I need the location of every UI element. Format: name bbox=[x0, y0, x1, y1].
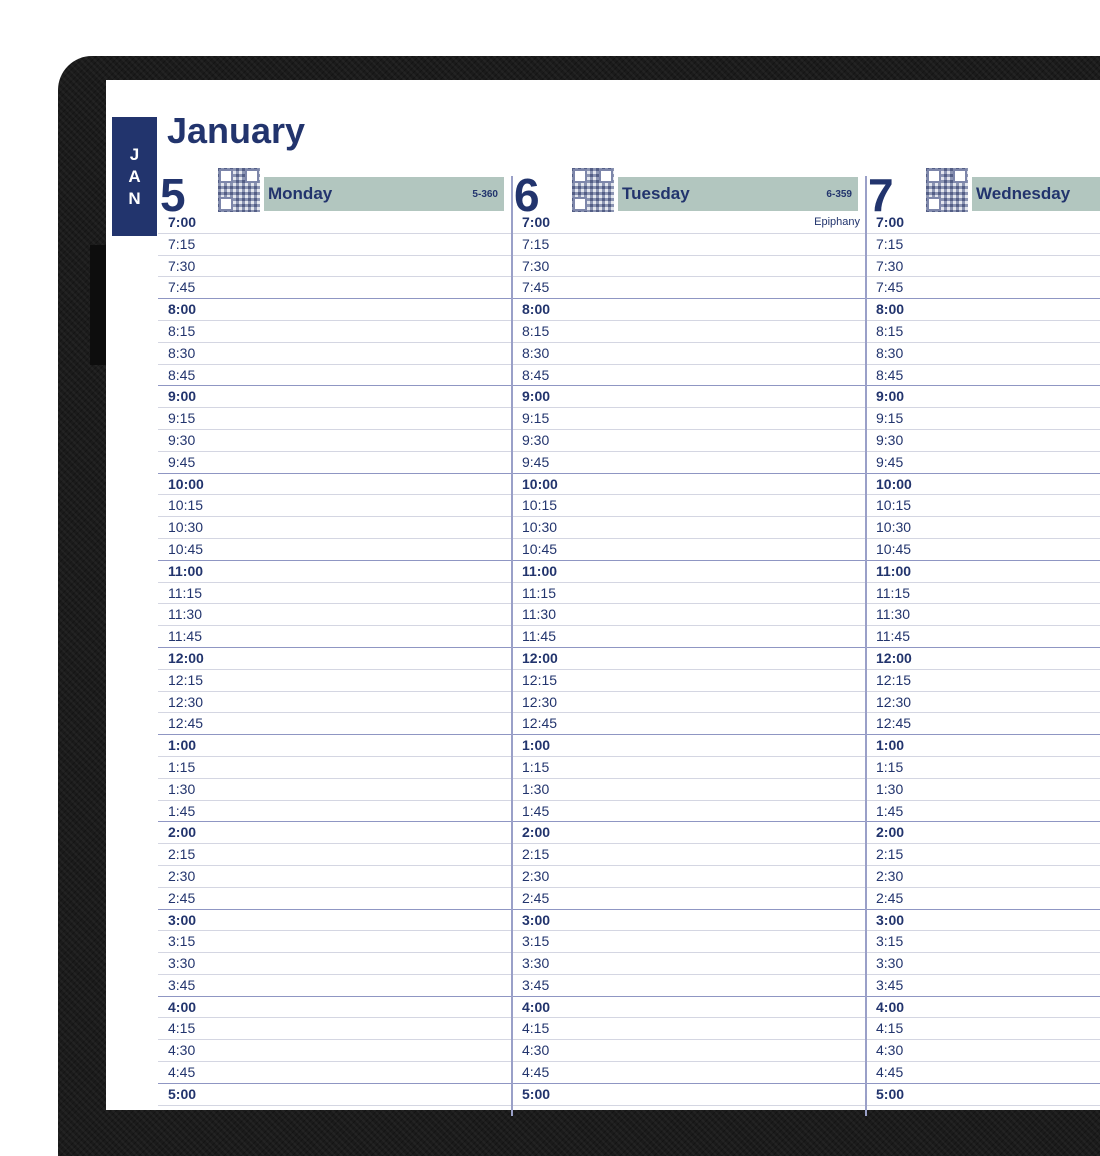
time-slot-row[interactable] bbox=[512, 692, 866, 714]
time-slot-label: 9:45 bbox=[522, 453, 550, 470]
time-slot-row[interactable] bbox=[866, 626, 1100, 648]
time-slot-row[interactable] bbox=[512, 713, 866, 735]
time-slot-row[interactable] bbox=[158, 975, 512, 997]
time-slot-row[interactable] bbox=[158, 495, 512, 517]
time-slot-row[interactable] bbox=[866, 997, 1100, 1019]
time-slot-label: 5:00 bbox=[168, 1085, 197, 1102]
time-slot-row[interactable] bbox=[512, 844, 866, 866]
time-slot-label: 2:15 bbox=[168, 846, 196, 863]
time-slot-label: 12:15 bbox=[876, 671, 912, 688]
day-name: Wednesday bbox=[976, 184, 1071, 203]
time-slot-row[interactable] bbox=[158, 910, 512, 932]
holiday-label: Epiphany bbox=[814, 216, 860, 228]
time-slot-label: 2:30 bbox=[876, 867, 904, 884]
time-slot-row[interactable] bbox=[158, 844, 512, 866]
qr-code-icon bbox=[218, 168, 260, 212]
day-name: Tuesday bbox=[622, 184, 690, 203]
time-slot-row[interactable] bbox=[158, 888, 512, 910]
time-slot-row[interactable] bbox=[158, 386, 512, 408]
time-slot-label: 11:30 bbox=[168, 606, 202, 623]
time-slot-row[interactable] bbox=[512, 670, 866, 692]
time-slot-label: 11:45 bbox=[876, 628, 910, 645]
time-slot-label: 4:45 bbox=[876, 1064, 904, 1081]
time-slot-row[interactable] bbox=[158, 1018, 512, 1040]
time-slot-row[interactable] bbox=[866, 866, 1100, 888]
column-divider bbox=[511, 176, 513, 1116]
time-slot-row[interactable] bbox=[158, 256, 512, 278]
time-slot-row[interactable] bbox=[866, 692, 1100, 714]
day-column-monday bbox=[158, 166, 512, 1106]
time-slot-label: 4:30 bbox=[168, 1042, 196, 1059]
time-slot-label: 1:30 bbox=[876, 780, 904, 797]
time-slot-row[interactable] bbox=[866, 975, 1100, 997]
time-slot-row[interactable] bbox=[512, 648, 866, 670]
time-slot-label: 4:00 bbox=[168, 998, 197, 1015]
time-slot-label: 9:15 bbox=[522, 410, 550, 427]
time-slot-row[interactable] bbox=[512, 822, 866, 844]
time-slot-row[interactable] bbox=[866, 931, 1100, 953]
time-slot-row[interactable] bbox=[866, 757, 1100, 779]
month-tab-letter: N bbox=[128, 188, 141, 208]
time-slot-row[interactable] bbox=[866, 539, 1100, 561]
time-slot-label: 7:30 bbox=[876, 257, 904, 274]
time-slot-label: 11:15 bbox=[876, 584, 910, 601]
time-slot-row[interactable] bbox=[512, 430, 866, 452]
time-slot-label: 2:15 bbox=[522, 846, 550, 863]
time-slot-row[interactable] bbox=[512, 604, 866, 626]
time-slot-row[interactable] bbox=[512, 931, 866, 953]
time-slot-label: 1:15 bbox=[522, 758, 550, 775]
time-slot-row[interactable] bbox=[866, 801, 1100, 823]
time-slot-label: 4:30 bbox=[522, 1042, 550, 1059]
time-slot-label: 7:30 bbox=[522, 257, 550, 274]
time-slot-row[interactable] bbox=[866, 583, 1100, 605]
day-number: 7 bbox=[868, 169, 894, 221]
time-slot-row[interactable] bbox=[158, 866, 512, 888]
time-slot-row[interactable] bbox=[512, 365, 866, 387]
time-slot-label: 4:45 bbox=[522, 1064, 550, 1081]
time-slot-label: 4:15 bbox=[876, 1020, 904, 1037]
time-slot-row[interactable] bbox=[158, 299, 512, 321]
time-slot-row[interactable] bbox=[158, 343, 512, 365]
time-slot-label: 9:30 bbox=[522, 431, 550, 448]
time-slot-row[interactable] bbox=[866, 408, 1100, 430]
time-slot-label: 10:00 bbox=[876, 475, 912, 492]
time-slot-label: 3:15 bbox=[522, 933, 550, 950]
time-slot-row[interactable] bbox=[866, 343, 1100, 365]
time-slot-label: 7:00 bbox=[168, 214, 197, 230]
time-slot-row[interactable] bbox=[512, 321, 866, 343]
time-slot-row[interactable] bbox=[158, 692, 512, 714]
time-slot-label: 9:15 bbox=[876, 410, 904, 427]
day-count: 6-359 bbox=[826, 189, 852, 200]
time-slot-row[interactable] bbox=[512, 1062, 866, 1084]
time-slot-row[interactable] bbox=[512, 452, 866, 474]
day-number: 6 bbox=[514, 169, 540, 221]
day-name: Monday bbox=[268, 184, 333, 203]
time-slot-label: 3:15 bbox=[168, 933, 196, 950]
time-slot-row[interactable] bbox=[158, 801, 512, 823]
time-slot-row[interactable] bbox=[158, 212, 512, 234]
time-slot-label: 4:15 bbox=[522, 1020, 550, 1037]
time-slot-row[interactable] bbox=[512, 234, 866, 256]
time-slot-label: 1:15 bbox=[876, 758, 904, 775]
time-slot-row[interactable] bbox=[512, 910, 866, 932]
time-slot-label: 12:30 bbox=[522, 693, 558, 710]
time-slot-row[interactable] bbox=[866, 474, 1100, 496]
time-slot-row[interactable] bbox=[866, 735, 1100, 757]
time-slot-label: 8:30 bbox=[168, 344, 196, 361]
time-slot-label: 9:45 bbox=[168, 453, 196, 470]
time-slot-label: 8:45 bbox=[168, 366, 196, 383]
time-slot-row[interactable] bbox=[866, 1018, 1100, 1040]
time-slot-label: 7:15 bbox=[522, 235, 550, 252]
time-slot-label: 11:45 bbox=[522, 628, 556, 645]
time-slot-label: 7:45 bbox=[168, 279, 196, 296]
time-slot-row[interactable] bbox=[158, 452, 512, 474]
time-slot-label: 2:00 bbox=[522, 824, 551, 841]
time-slot-label: 11:00 bbox=[168, 562, 204, 579]
time-slot-row[interactable] bbox=[512, 299, 866, 321]
time-slot-label: 8:45 bbox=[876, 366, 904, 383]
time-slot-row[interactable] bbox=[512, 386, 866, 408]
time-slot-label: 1:30 bbox=[522, 780, 550, 797]
time-slot-label: 9:00 bbox=[522, 388, 551, 405]
cover-notch bbox=[90, 245, 106, 365]
time-slot-row[interactable] bbox=[512, 735, 866, 757]
time-slot-row[interactable] bbox=[158, 277, 512, 299]
time-slot-label: 11:30 bbox=[522, 606, 556, 623]
time-slot-label: 10:15 bbox=[168, 497, 204, 514]
time-slot-row[interactable] bbox=[512, 539, 866, 561]
time-slot-row[interactable] bbox=[512, 408, 866, 430]
day-number: 5 bbox=[160, 169, 186, 221]
time-slot-row[interactable] bbox=[158, 517, 512, 539]
time-slot-label: 10:45 bbox=[876, 540, 912, 557]
time-slot-row[interactable] bbox=[158, 713, 512, 735]
time-slot-row[interactable] bbox=[512, 561, 866, 583]
time-slot-label: 5:00 bbox=[522, 1085, 551, 1102]
time-slot-row[interactable] bbox=[866, 212, 1100, 234]
time-slot-row[interactable] bbox=[512, 583, 866, 605]
time-slot-label: 9:30 bbox=[168, 431, 196, 448]
time-slot-label: 4:30 bbox=[876, 1042, 904, 1059]
time-slot-label: 2:15 bbox=[876, 846, 904, 863]
time-slots bbox=[512, 212, 866, 1106]
time-slot-row[interactable] bbox=[866, 430, 1100, 452]
time-slot-label: 3:30 bbox=[168, 955, 196, 972]
time-slot-label: 7:45 bbox=[876, 279, 904, 296]
time-slot-row[interactable] bbox=[866, 1040, 1100, 1062]
time-slot-row[interactable] bbox=[512, 757, 866, 779]
time-slot-label: 4:00 bbox=[876, 998, 905, 1015]
time-slot-label: 2:45 bbox=[876, 889, 904, 906]
time-slot-label: 10:15 bbox=[522, 497, 558, 514]
time-slot-row[interactable] bbox=[512, 517, 866, 539]
time-slot-label: 8:45 bbox=[522, 366, 550, 383]
time-slot-row[interactable] bbox=[866, 604, 1100, 626]
time-slot-row[interactable] bbox=[158, 997, 512, 1019]
time-slot-row[interactable] bbox=[158, 735, 512, 757]
time-slot-label: 3:30 bbox=[876, 955, 904, 972]
time-slot-label: 9:00 bbox=[876, 388, 905, 405]
time-slot-label: 3:00 bbox=[876, 911, 905, 928]
day-header-band bbox=[972, 177, 1100, 211]
time-slot-label: 1:00 bbox=[876, 737, 905, 754]
month-tab-letter: A bbox=[128, 166, 141, 186]
time-slot-row[interactable] bbox=[866, 844, 1100, 866]
time-slot-label: 7:30 bbox=[168, 257, 196, 274]
time-slot-row[interactable] bbox=[158, 822, 512, 844]
time-slot-label: 10:30 bbox=[522, 519, 558, 536]
time-slot-label: 1:30 bbox=[168, 780, 196, 797]
time-slot-row[interactable] bbox=[158, 430, 512, 452]
time-slot-label: 11:15 bbox=[168, 584, 202, 601]
time-slot-row[interactable] bbox=[512, 1040, 866, 1062]
time-slot-label: 12:00 bbox=[168, 649, 204, 666]
time-slot-label: 8:15 bbox=[876, 322, 904, 339]
time-slot-row[interactable] bbox=[158, 757, 512, 779]
time-slot-row[interactable] bbox=[158, 234, 512, 256]
time-slot-label: 12:15 bbox=[522, 671, 558, 688]
time-slot-label: 3:45 bbox=[876, 976, 904, 993]
time-slot-row[interactable] bbox=[512, 1084, 866, 1106]
time-slot-label: 11:15 bbox=[522, 584, 556, 601]
time-slot-label: 3:45 bbox=[168, 976, 196, 993]
time-slot-label: 10:00 bbox=[522, 475, 558, 492]
time-slot-row[interactable] bbox=[158, 953, 512, 975]
time-slot-row[interactable] bbox=[866, 822, 1100, 844]
day-count: 5-360 bbox=[472, 189, 498, 200]
time-slot-row[interactable] bbox=[866, 1084, 1100, 1106]
time-slot-label: 2:30 bbox=[168, 867, 196, 884]
time-slot-row[interactable] bbox=[866, 670, 1100, 692]
time-slot-row[interactable] bbox=[866, 299, 1100, 321]
time-slot-row[interactable] bbox=[158, 561, 512, 583]
time-slot-row[interactable] bbox=[866, 277, 1100, 299]
time-slot-label: 3:15 bbox=[876, 933, 904, 950]
time-slots bbox=[866, 212, 1100, 1106]
time-slot-row[interactable] bbox=[866, 495, 1100, 517]
time-slot-label: 2:45 bbox=[168, 889, 196, 906]
time-slot-row[interactable] bbox=[158, 931, 512, 953]
time-slot-label: 10:00 bbox=[168, 475, 204, 492]
time-slot-label: 1:45 bbox=[168, 802, 196, 819]
time-slot-row[interactable] bbox=[158, 539, 512, 561]
time-slot-row[interactable] bbox=[866, 321, 1100, 343]
time-slot-row[interactable] bbox=[866, 452, 1100, 474]
time-slot-row[interactable] bbox=[866, 779, 1100, 801]
month-title: January bbox=[167, 110, 306, 151]
time-slot-row[interactable] bbox=[158, 604, 512, 626]
time-slot-label: 3:00 bbox=[522, 911, 551, 928]
time-slot-row[interactable] bbox=[158, 408, 512, 430]
time-slot-label: 7:00 bbox=[522, 214, 551, 230]
time-slot-row[interactable] bbox=[158, 474, 512, 496]
time-slot-label: 9:30 bbox=[876, 431, 904, 448]
time-slot-label: 12:30 bbox=[168, 693, 204, 710]
time-slot-row[interactable] bbox=[512, 277, 866, 299]
time-slot-label: 11:45 bbox=[168, 628, 202, 645]
time-slot-row[interactable] bbox=[512, 474, 866, 496]
time-slot-label: 11:30 bbox=[876, 606, 910, 623]
time-slot-row[interactable] bbox=[512, 256, 866, 278]
time-slot-label: 11:00 bbox=[876, 562, 912, 579]
time-slot-label: 3:30 bbox=[522, 955, 550, 972]
time-slot-row[interactable] bbox=[866, 888, 1100, 910]
time-slot-row[interactable] bbox=[866, 648, 1100, 670]
time-slot-label: 11:00 bbox=[522, 562, 558, 579]
time-slot-label: 2:30 bbox=[522, 867, 550, 884]
time-slot-label: 8:30 bbox=[876, 344, 904, 361]
time-slot-label: 10:45 bbox=[168, 540, 204, 557]
time-slot-row[interactable] bbox=[866, 910, 1100, 932]
time-slot-label: 2:00 bbox=[876, 824, 905, 841]
time-slot-label: 10:15 bbox=[876, 497, 912, 514]
time-slot-row[interactable] bbox=[866, 713, 1100, 735]
time-slot-row[interactable] bbox=[158, 1084, 512, 1106]
time-slot-label: 1:00 bbox=[522, 737, 551, 754]
month-tab-letter: J bbox=[129, 144, 140, 164]
time-slot-label: 7:15 bbox=[876, 235, 904, 252]
time-slot-label: 7:15 bbox=[168, 235, 196, 252]
column-divider bbox=[865, 176, 867, 1116]
time-slot-row[interactable] bbox=[512, 997, 866, 1019]
time-slot-label: 12:45 bbox=[522, 715, 558, 732]
time-slot-label: 1:45 bbox=[522, 802, 550, 819]
time-slot-label: 8:30 bbox=[522, 344, 550, 361]
time-slot-label: 8:00 bbox=[522, 301, 551, 318]
time-slot-row[interactable] bbox=[512, 343, 866, 365]
time-slot-label: 8:15 bbox=[168, 322, 196, 339]
time-slot-label: 12:45 bbox=[876, 715, 912, 732]
month-tab[interactable] bbox=[112, 117, 157, 236]
time-slot-row[interactable] bbox=[512, 801, 866, 823]
time-slot-row[interactable] bbox=[158, 321, 512, 343]
time-slot-label: 12:15 bbox=[168, 671, 204, 688]
time-slot-row[interactable] bbox=[866, 256, 1100, 278]
time-slot-row[interactable] bbox=[158, 626, 512, 648]
time-slot-label: 5:00 bbox=[876, 1085, 905, 1102]
time-slot-row[interactable] bbox=[512, 866, 866, 888]
time-slot-label: 10:45 bbox=[522, 540, 558, 557]
time-slot-label: 4:00 bbox=[522, 998, 551, 1015]
time-slot-row[interactable] bbox=[512, 1018, 866, 1040]
day-header-band bbox=[264, 177, 504, 211]
time-slot-label: 1:15 bbox=[168, 758, 196, 775]
time-slot-label: 1:45 bbox=[876, 802, 904, 819]
time-slot-row[interactable] bbox=[512, 779, 866, 801]
time-slot-row[interactable] bbox=[512, 495, 866, 517]
time-slot-row[interactable] bbox=[866, 517, 1100, 539]
time-slot-row[interactable] bbox=[866, 234, 1100, 256]
time-slot-label: 12:00 bbox=[522, 649, 558, 666]
time-slot-label: 12:00 bbox=[876, 649, 912, 666]
time-slot-row[interactable] bbox=[158, 670, 512, 692]
time-slot-row[interactable] bbox=[158, 1062, 512, 1084]
time-slot-label: 3:00 bbox=[168, 911, 197, 928]
time-slot-label: 2:45 bbox=[522, 889, 550, 906]
time-slot-label: 4:15 bbox=[168, 1020, 196, 1037]
time-slot-row[interactable] bbox=[512, 975, 866, 997]
time-slot-row[interactable] bbox=[512, 212, 866, 234]
time-slot-row[interactable] bbox=[866, 953, 1100, 975]
time-slot-row[interactable] bbox=[158, 1040, 512, 1062]
time-slot-row[interactable] bbox=[158, 583, 512, 605]
day-column-tuesday bbox=[512, 166, 866, 1106]
qr-code-icon bbox=[926, 168, 968, 212]
time-slot-label: 2:00 bbox=[168, 824, 197, 841]
time-slot-label: 1:00 bbox=[168, 737, 197, 754]
time-slot-label: 12:45 bbox=[168, 715, 204, 732]
qr-code-icon bbox=[572, 168, 614, 212]
time-slots bbox=[158, 212, 512, 1106]
time-slot-row[interactable] bbox=[512, 626, 866, 648]
time-slot-row[interactable] bbox=[512, 888, 866, 910]
time-slot-row[interactable] bbox=[158, 779, 512, 801]
time-slot-label: 8:00 bbox=[876, 301, 905, 318]
time-slot-row[interactable] bbox=[158, 648, 512, 670]
time-slot-label: 4:45 bbox=[168, 1064, 196, 1081]
time-slot-label: 7:00 bbox=[876, 214, 905, 230]
time-slot-label: 9:00 bbox=[168, 388, 197, 405]
time-slot-label: 9:15 bbox=[168, 410, 196, 427]
time-slot-row[interactable] bbox=[866, 386, 1100, 408]
time-slot-label: 8:15 bbox=[522, 322, 550, 339]
time-slot-label: 7:45 bbox=[522, 279, 550, 296]
time-slot-row[interactable] bbox=[866, 365, 1100, 387]
time-slot-label: 10:30 bbox=[168, 519, 204, 536]
time-slot-row[interactable] bbox=[512, 953, 866, 975]
time-slot-row[interactable] bbox=[866, 1062, 1100, 1084]
day-header-band bbox=[618, 177, 858, 211]
time-slot-row[interactable] bbox=[866, 561, 1100, 583]
time-slot-row[interactable] bbox=[158, 365, 512, 387]
day-column-wednesday bbox=[866, 166, 1100, 1106]
time-slot-label: 8:00 bbox=[168, 301, 197, 318]
time-slot-label: 9:45 bbox=[876, 453, 904, 470]
time-slot-label: 10:30 bbox=[876, 519, 912, 536]
time-slot-label: 3:45 bbox=[522, 976, 550, 993]
time-slot-label: 12:30 bbox=[876, 693, 912, 710]
